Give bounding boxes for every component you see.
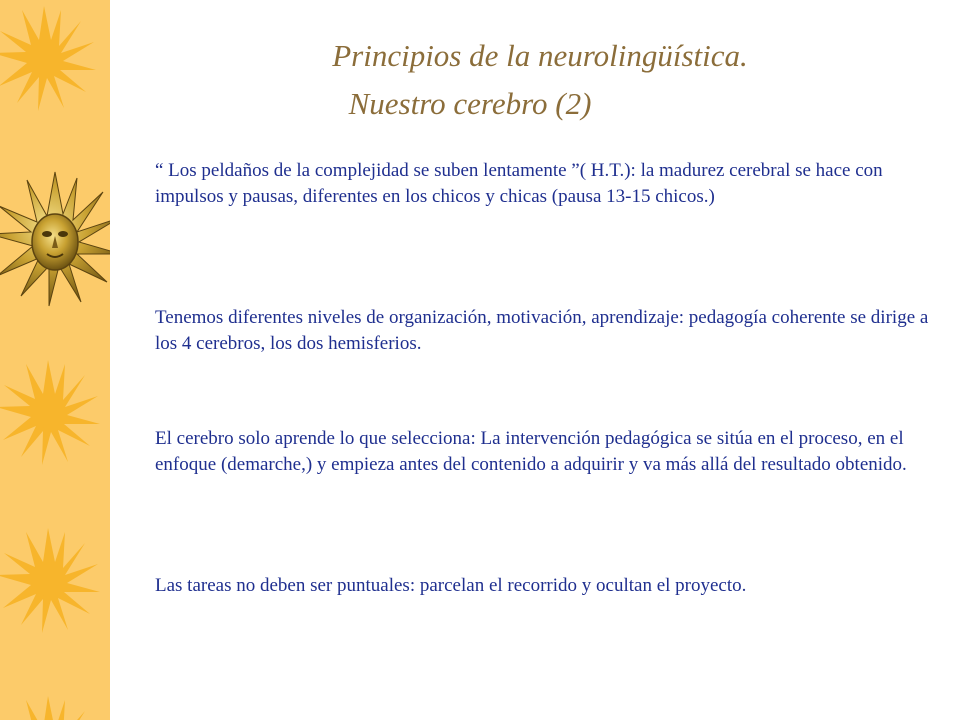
title-line-2: Nuestro cerebro (2) (348, 86, 592, 121)
sun-icon (0, 528, 100, 633)
decorative-sidebar (0, 0, 110, 720)
sun-pattern (0, 0, 110, 720)
paragraph-2: Tenemos diferentes niveles de organización, motivación, aprendizaje: pedagogía coherente se dirige a los 4 cerebros, los dos hemisferios. (155, 307, 929, 354)
paragraph-1: “ Los peldaños de la complejidad se suben lentamente ”( H.T.): la madurez cerebral se hace con impulsos y pausas, diferentes en los chicos y chicas (pausa 13-15 chicos.) (155, 160, 883, 207)
paragraph-4: Las tareas no deben ser puntuales: parcelan el recorrido y ocultan el proyecto. (155, 575, 747, 596)
title-line-1: Principios de la neurolingüística. (332, 38, 748, 73)
sun-icon (0, 696, 100, 720)
sun-icon (0, 6, 96, 111)
sun-icon (0, 360, 100, 465)
gold-sun-face-icon (0, 172, 110, 306)
paragraph-3: El cerebro solo aprende lo que selecciona: La intervención pedagógica se sitúa en el proceso, en el enfoque (demarche,) y empieza antes del contenido a adquirir y va más allá del resultado obtenido. (155, 428, 907, 475)
